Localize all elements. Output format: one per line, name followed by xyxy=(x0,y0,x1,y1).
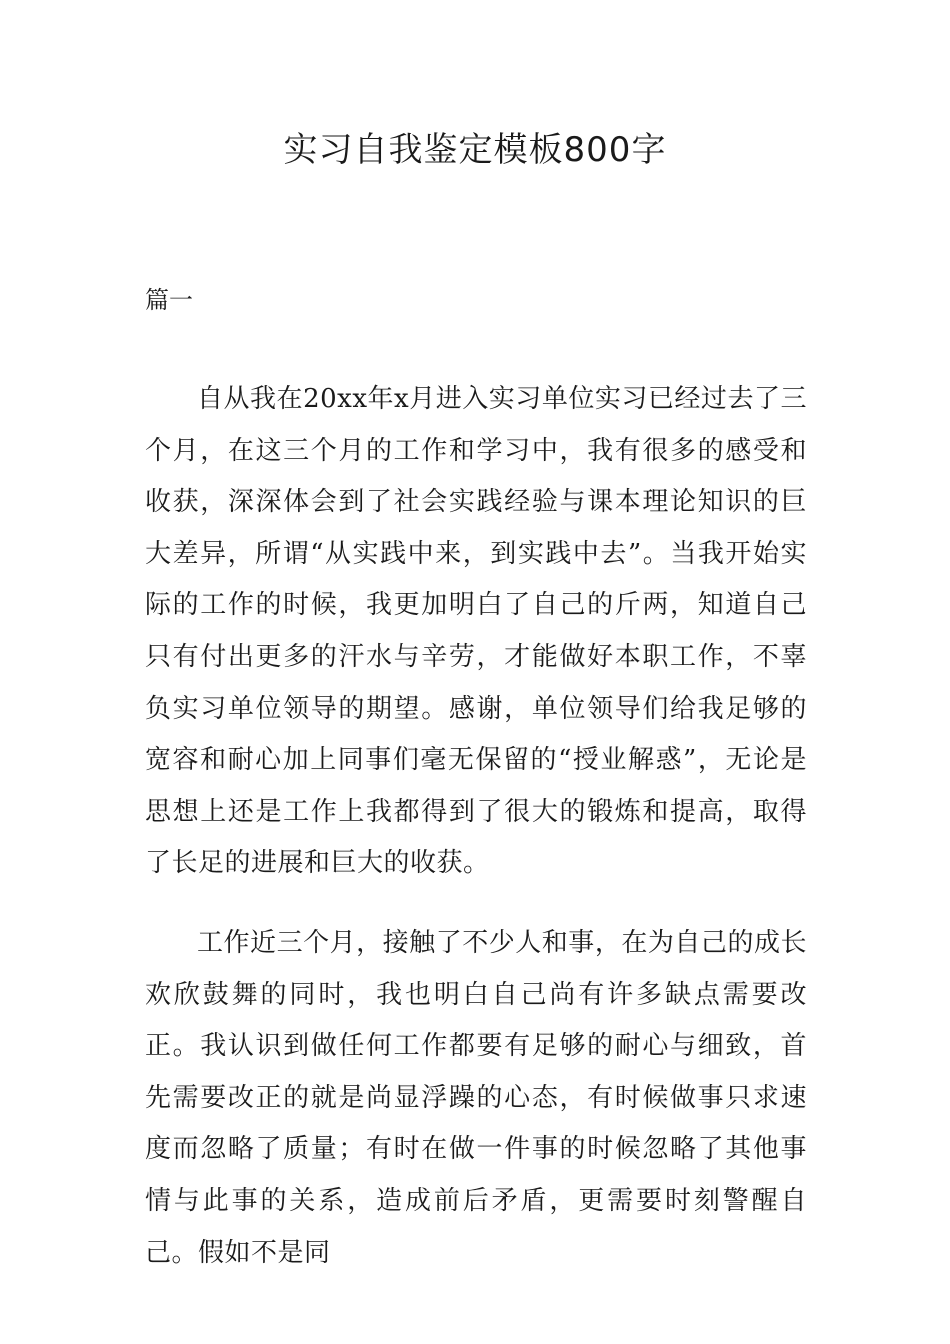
body-paragraph-1: 自从我在20xx年x月进入实习单位实习已经过去了三个月，在这三个月的工作和学习中，我有很多的感受和收获，深深体会到了社会实践经验与课本理论知识的巨大差异，所谓“从实践中来，到实践中去”。当我开始实际的工作的时候，我更加明白了自己的斤两，知道自己只有付出更多的汗水与辛劳，才能做好本职工作，不辜负实习单位领导的期望。感谢，单位领导们给我足够的宽容和耐心加上同事们毫无保留的“授业解惑”，无论是思想上还是工作上我都得到了很大的锻炼和提高，取得了长足的进展和巨大的收获。 xyxy=(145,384,807,879)
body-paragraph-2: 工作近三个月，接触了不少人和事，在为自己的成长欢欣鼓舞的同时，我也明白自己尚有许多缺点需要改正。我认识到做任何工作都要有足够的耐心与细致，首先需要改正的就是尚显浮躁的心态，有时候做事只求速度而忽略了质量；有时在做一件事的时候忽略了其他事情与此事的关系，造成前后矛盾，更需要时刻警醒自己。假如不是同 xyxy=(145,928,807,1268)
section-label: 篇一 xyxy=(145,286,193,314)
document-title: 实习自我鉴定模板800字 xyxy=(283,130,667,170)
